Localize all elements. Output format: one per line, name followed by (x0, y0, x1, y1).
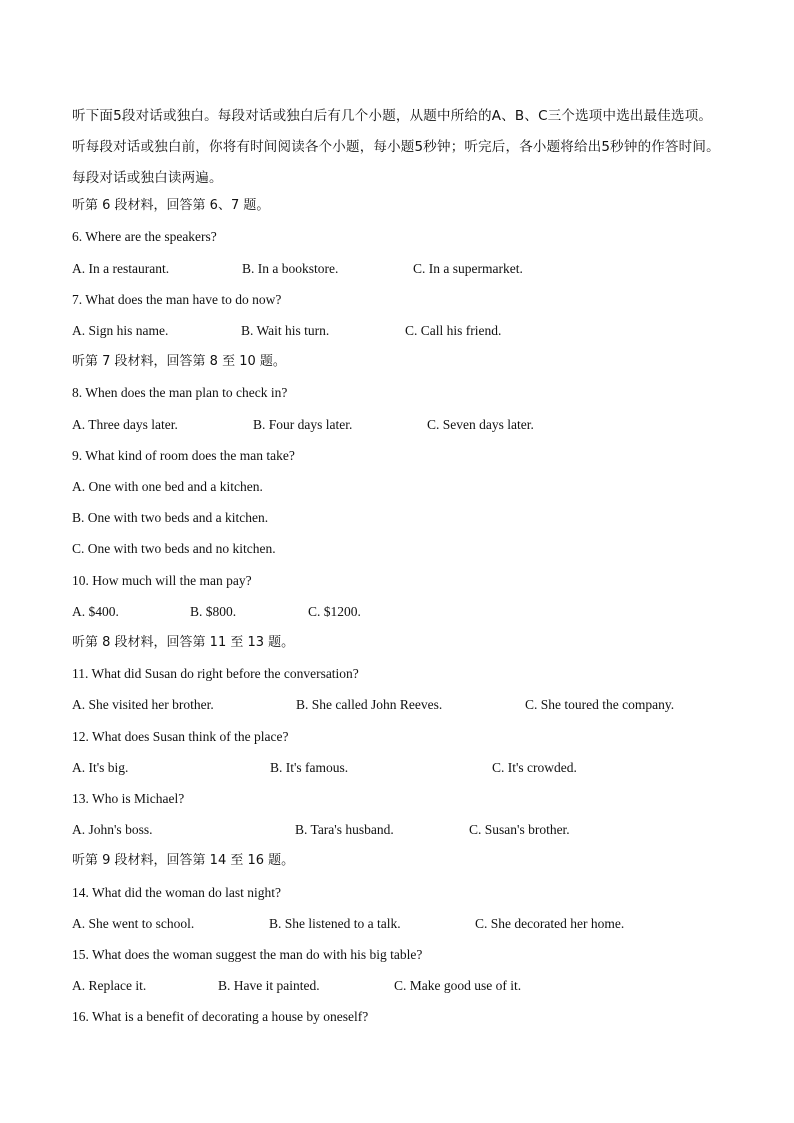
question-8-option-c: C. Seven days later. (427, 417, 534, 432)
question-12-option-c: C. It's crowded. (492, 760, 577, 775)
question-7-option-c: C. Call his friend. (405, 323, 502, 338)
question-14-option-a: A. She went to school. (72, 916, 195, 931)
question-10: 10. How much will the man pay? (72, 573, 252, 588)
question-15-option-c: C. Make good use of it. (394, 978, 522, 993)
question-8-option-a: A. Three days later. (72, 417, 178, 432)
question-9-option-c: C. One with two beds and no kitchen. (72, 541, 276, 556)
question-12-option-a: A. It's big. (72, 760, 129, 775)
question-12-option-b: B. It's famous. (270, 760, 349, 775)
question-11-option-c: C. She toured the company. (525, 697, 675, 712)
question-13: 13. Who is Michael? (72, 791, 185, 806)
question-10-option-b: B. $800. (190, 604, 237, 619)
question-10-option-c: C. $1200. (308, 604, 361, 619)
question-15: 15. What does the woman suggest the man do with his big table? (72, 947, 423, 962)
question-11-option-b: B. She called John Reeves. (296, 697, 443, 712)
question-16: 16. What is a benefit of decorating a house by oneself? (72, 1009, 369, 1024)
question-6-option-b: B. In a bookstore. (242, 261, 339, 276)
section-heading-8: 听第 8 段材料，回答第 11 至 13 题。 (72, 635, 295, 650)
question-13-option-b: B. Tara's husband. (295, 822, 394, 837)
instructions-paragraph: 听下面5段对话或独白。每段对话或独白后有几个小题，从题中所给的A、B、C三个选项中选出最佳选项。听每段对话或独白前，你将有时间阅读各个小题，每小题5秒钟；听完后，各小题将给出5秒钟的作答时间。每段对话或独白读两遍。 (72, 108, 720, 186)
question-9-option-b: B. One with two beds and a kitchen. (72, 510, 269, 525)
section-heading-7: 听第 7 段材料，回答第 8 至 10 题。 (72, 354, 286, 369)
question-14-option-b: B. She listened to a talk. (269, 916, 401, 931)
question-14-option-c: C. She decorated her home. (475, 916, 625, 931)
question-15-option-b: B. Have it painted. (218, 978, 320, 993)
question-13-option-c: C. Susan's brother. (469, 822, 570, 837)
question-14: 14. What did the woman do last night? (72, 885, 281, 900)
question-11-option-a: A. She visited her brother. (72, 697, 214, 712)
question-10-option-a: A. $400. (72, 604, 119, 619)
question-11: 11. What did Susan do right before the conversation? (72, 666, 359, 681)
section-heading-6: 听第 6 段材料，回答第 6、7 题。 (72, 198, 270, 213)
question-6-option-a: A. In a restaurant. (72, 261, 170, 276)
question-13-option-a: A. John's boss. (72, 822, 153, 837)
section-heading-9: 听第 9 段材料，回答第 14 至 16 题。 (72, 853, 295, 868)
question-7-option-a: A. Sign his name. (72, 323, 169, 338)
question-7-option-b: B. Wait his turn. (241, 323, 330, 338)
question-12: 12. What does Susan think of the place? (72, 729, 289, 744)
question-15-option-a: A. Replace it. (72, 978, 147, 993)
question-6-option-c: C. In a supermarket. (413, 261, 523, 276)
question-8-option-b: B. Four days later. (253, 417, 353, 432)
question-9-option-a: A. One with one bed and a kitchen. (72, 479, 263, 494)
question-8: 8. When does the man plan to check in? (72, 385, 288, 400)
question-6: 6. Where are the speakers? (72, 229, 217, 244)
question-7: 7. What does the man have to do now? (72, 292, 282, 307)
question-9: 9. What kind of room does the man take? (72, 448, 295, 463)
